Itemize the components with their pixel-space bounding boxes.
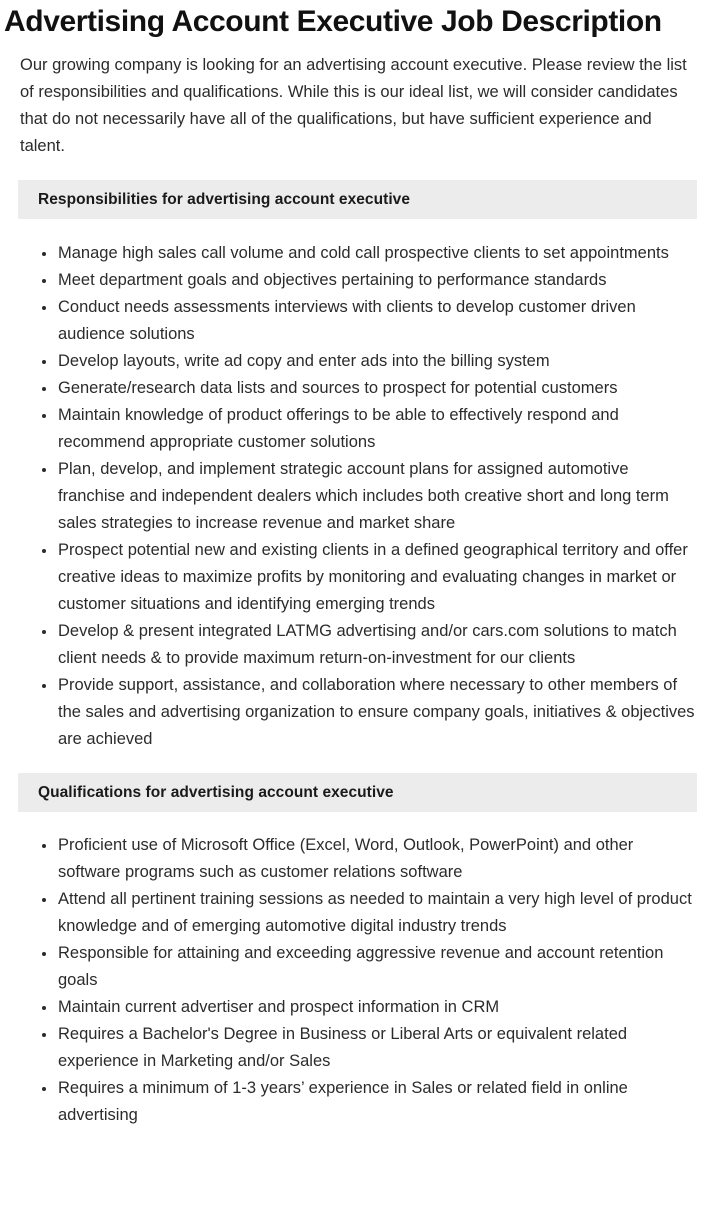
list-item: Generate/research data lists and sources to prospect for potential customers <box>0 375 700 402</box>
section-header-qualifications <box>18 773 697 812</box>
list-item: Attend all pertinent training sessions as needed to maintain a very high level of product knowledge and of emerging automotive digital industry trends <box>0 886 700 940</box>
list-item: Maintain knowledge of product offerings to be able to effectively respond and recommend appropriate customer solutions <box>0 402 700 456</box>
list-item: Requires a Bachelor's Degree in Business or Liberal Arts or equivalent related experience in Marketing and/or Sales <box>0 1021 700 1075</box>
qualifications-list <box>0 812 720 1129</box>
intro-paragraph: Our growing company is looking for an advertising account executive. Please review the list of responsibilities and qualifications. While this is our ideal list, we will consider candidates that do not necessarily have all of the qualifications, but have sufficient experience and talent. <box>20 56 687 155</box>
list-item: Proficient use of Microsoft Office (Excel, Word, Outlook, PowerPoint) and other software programs such as customer relations software <box>0 832 700 886</box>
section-heading-label: Responsibilities for advertising account executive <box>38 190 411 208</box>
page-title: Advertising Account Executive Job Description <box>4 5 662 38</box>
section-responsibilities <box>0 180 720 753</box>
list-item: Responsible for attaining and exceeding aggressive revenue and account retention goals <box>0 940 700 994</box>
list-item: Develop layouts, write ad copy and enter ads into the billing system <box>0 348 700 375</box>
list-item: Conduct needs assessments interviews with clients to develop customer driven audience solutions <box>0 294 700 348</box>
list-item: Plan, develop, and implement strategic account plans for assigned automotive franchise and independent dealers which includes both creative short and long term sales strategies to increase revenue and market share <box>0 456 700 537</box>
list-item: Provide support, assistance, and collaboration where necessary to other members of the sales and advertising organization to ensure company goals, initiatives & objectives are achieved <box>0 672 700 753</box>
list-item: Develop & present integrated LATMG advertising and/or cars.com solutions to match client needs & to provide maximum return-on-investment for our clients <box>0 618 700 672</box>
list-item: Requires a minimum of 1-3 years’ experience in Sales or related field in online advertising <box>0 1075 700 1129</box>
list-item: Meet department goals and objectives pertaining to performance standards <box>0 267 700 294</box>
section-body-qualifications <box>0 812 720 1129</box>
section-qualifications <box>0 773 720 1129</box>
section-heading-label: Qualifications for advertising account executive <box>38 783 394 801</box>
responsibilities-list <box>0 219 720 753</box>
section-body-responsibilities <box>0 219 720 753</box>
list-item: Prospect potential new and existing clients in a defined geographical territory and offer creative ideas to maximize profits by monitoring and evaluating changes in market or customer situations and identifying emerging trends <box>0 537 700 618</box>
section-header-responsibilities <box>18 180 697 219</box>
list-item: Manage high sales call volume and cold call prospective clients to set appointments <box>0 240 700 267</box>
list-item: Maintain current advertiser and prospect information in CRM <box>0 994 700 1021</box>
